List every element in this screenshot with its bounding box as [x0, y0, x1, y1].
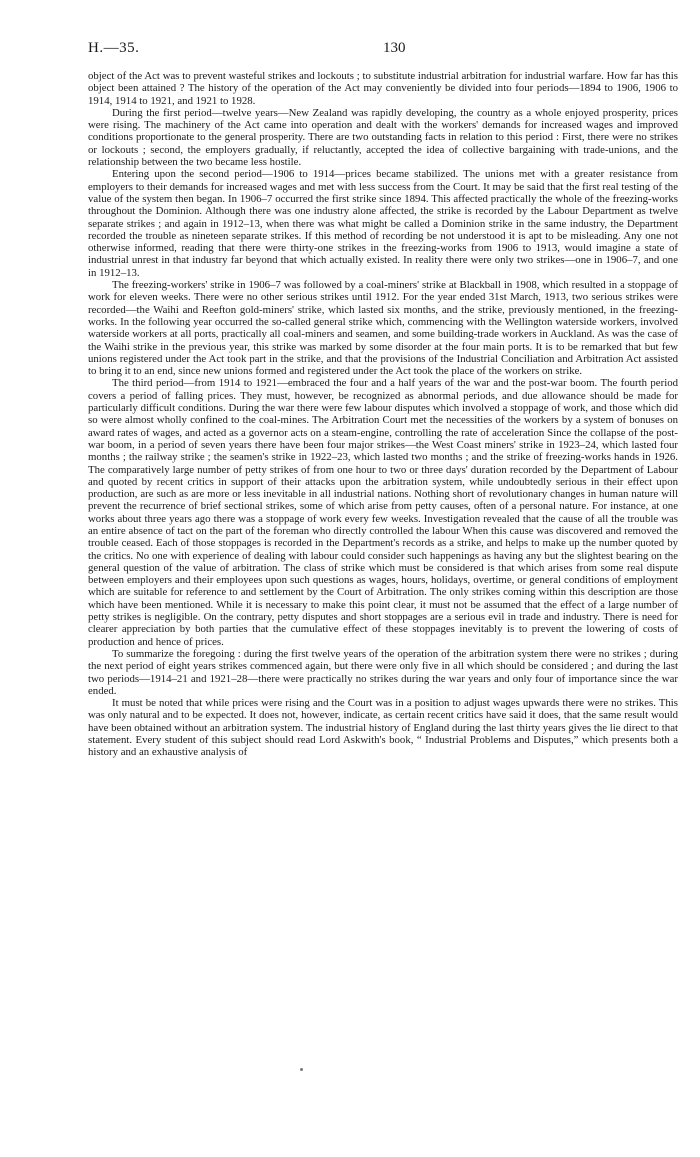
paragraph: To summarize the foregoing : during the first twelve years of the operation of the arbitration system there were no strikes ; during the next period of eight years strikes commenced again, but there were only five in all which should be considered ; and during the last two periods—1914–21 and 1921–28—there were practically no strikes during the war years and only four of importance since the war ended.	[88, 647, 678, 697]
paragraph: It must be noted that while prices were rising and the Court was in a position to adjust wages upwards there were no strikes. This was only natural and to be expected. It does not, however, indicate, as certain recent critics have said it does, that the same result would have been obtained without an arbitration system. The industrial history of England during the last thirty years gives the lie direct to that statement. Every student of this subject should read Lord Askwith's book, “ Industrial Problems and Disputes,” which presents both a history and an exhaustive analysis of	[88, 697, 678, 759]
paragraph: During the first period—twelve years—New Zealand was rapidly developing, the country as a whole enjoyed prosperity, prices were rising. The machinery of the Act came into operation and dealt with the workers' demands for increased wages and improved conditions proportionate to the general prosperity. There are two outstanding facts in relation to this period : First, there were no strikes or lockouts ; second, the employers gradually, if reluctantly, accepted the idea of collective bargaining with trade-unions, and the relationship between the two became less hostile.	[88, 106, 678, 169]
page-mark-dot	[300, 1068, 303, 1071]
body-text	[88, 70, 678, 759]
page-number: 130	[383, 40, 406, 56]
paragraph: object of the Act was to prevent wasteful strikes and lockouts ; to substitute industrial arbitration for industrial warfare. How far has this object been attained ? The history of the operation of the Act may conveniently be divided into four periods—1894 to 1906, 1906 to 1914, 1914 to 1921, and 1921 to 1928.	[88, 70, 678, 107]
paragraph: The third period—from 1914 to 1921—embraced the four and a half years of the war and the post-war boom. The fourth period covers a period of falling prices. They must, however, be recognized as abnormal periods, and due allowance should be made for particularly difficult conditions. During the war there were few labour disputes which involved a stoppage of work, and those which did so were almost wholly confined to the coal-mines. The Arbitration Court met the necessities of the workers by a system of bonuses on award rates of wages, and acted as a governor acts on a steam-engine, controlling the rate of acceleration Since the collapse of the post-war boom, in a period of seven years there have been four major strikes—the West Coast miners' strike in 1923–24, which lasted four months ; the railway strike ; the seamen's strike in 1922–23, which lasted two months ; and the strike of freezing-works hands in 1926. The comparatively large number of petty strikes of from one hour to two or three days' duration recorded by the Department of Labour and quoted by recent critics in support of their attacks upon the arbitration system, while undoubtedly serious in their effect upon production, are such as are more or less inevitable in all industrial nations. Nothing short of revolutionary changes in human nature will prevent the recurrence of brief sectional strikes, some of which arise from petty causes, often of a personal nature. For instance, at one works about three years ago there was a stoppage of work every few weeks. Investigation revealed that the cause of all the trouble was an entire absence of tact on the part of the foreman who directly controlled the labour When this cause was discovered and removed the trouble ceased. Each of those stoppages is recorded in the Department's records as a strike, and helps to make up the number quoted by the critics. No one with experience of dealing with labour could consider such happenings as having any but the slightest bearing on the general question of the value of arbitration. The class of strike which must be considered is that which arises from some real dispute between employers and their employees upon such questions as wages, hours, holidays, overtime, or general conditions of employment which are suitable for reference to and settlement by the Court of Arbitration. The only strikes coming within this description are those which have been mentioned. While it is necessary to make this point clear, it must not be assumed that the effect of a large number of petty strikes is negligible. On the contrary, petty disputes and short stoppages are a serious evil in trade and industry. There is need for clearer appreciation by both parties that the cumulative effect of these stoppages inevitably is to prevent the lowering of costs of production and hence of prices.	[88, 377, 678, 648]
paragraph: The freezing-workers' strike in 1906–7 was followed by a coal-miners' strike at Blackball in 1908, which resulted in a stoppage of work for eleven weeks. There were no other serious strikes until 1912. For the year ended 31st March, 1913, two serious strikes were recorded—the Waihi and Reefton gold-miners' strike, which lasted six months, and the strike, previously mentioned, in the freezing-works. In the following year occurred the so-called general strike which, commencing with the Wellington waterside workers, involved waterside workers at all ports, practically all coal-miners and seamen, and some building-trade workers in Auckland. As was the case of the Waihi strike in the previous year, this strike was marked by some disorder at the four main ports. It is to be remarked that but few unions registered under the Act took part in the strike, and that the provisions of the Industrial Conciliation and Arbitration Act assisted to bring it to an end, since new unions formed and registered under the Act took the place of the workers on strike.	[88, 279, 678, 378]
paragraph: Entering upon the second period—1906 to 1914—prices became stabilized. The unions met with a greater resistance from employers to their demands for increased wages and met with less success from the Court. It may be said that the first real testing of the value of the system then began. In 1906–7 occurred the first strike since 1894. This affected practically the whole of the freezing-works throughout the Dominion. Although there was one industry alone affected, the strike is recorded by the Labour Department as twelve separate strikes ; and again in 1912–13, when there was what might be called a Dominion strike in the same industry, the Department recorded the trouble as nineteen separate strikes. If this method of recording be not understood it is apt to be misleading. Any one not otherwise informed, reading that there were thirty-one strikes in the freezing-works from 1906 to 1913, would imagine a state of industrial unrest in that industry far beyond that which actually existed. In reality there were only two strikes—one in 1906–7, and one in 1912–13.	[88, 168, 678, 279]
document-reference: H.—35.	[88, 40, 140, 56]
